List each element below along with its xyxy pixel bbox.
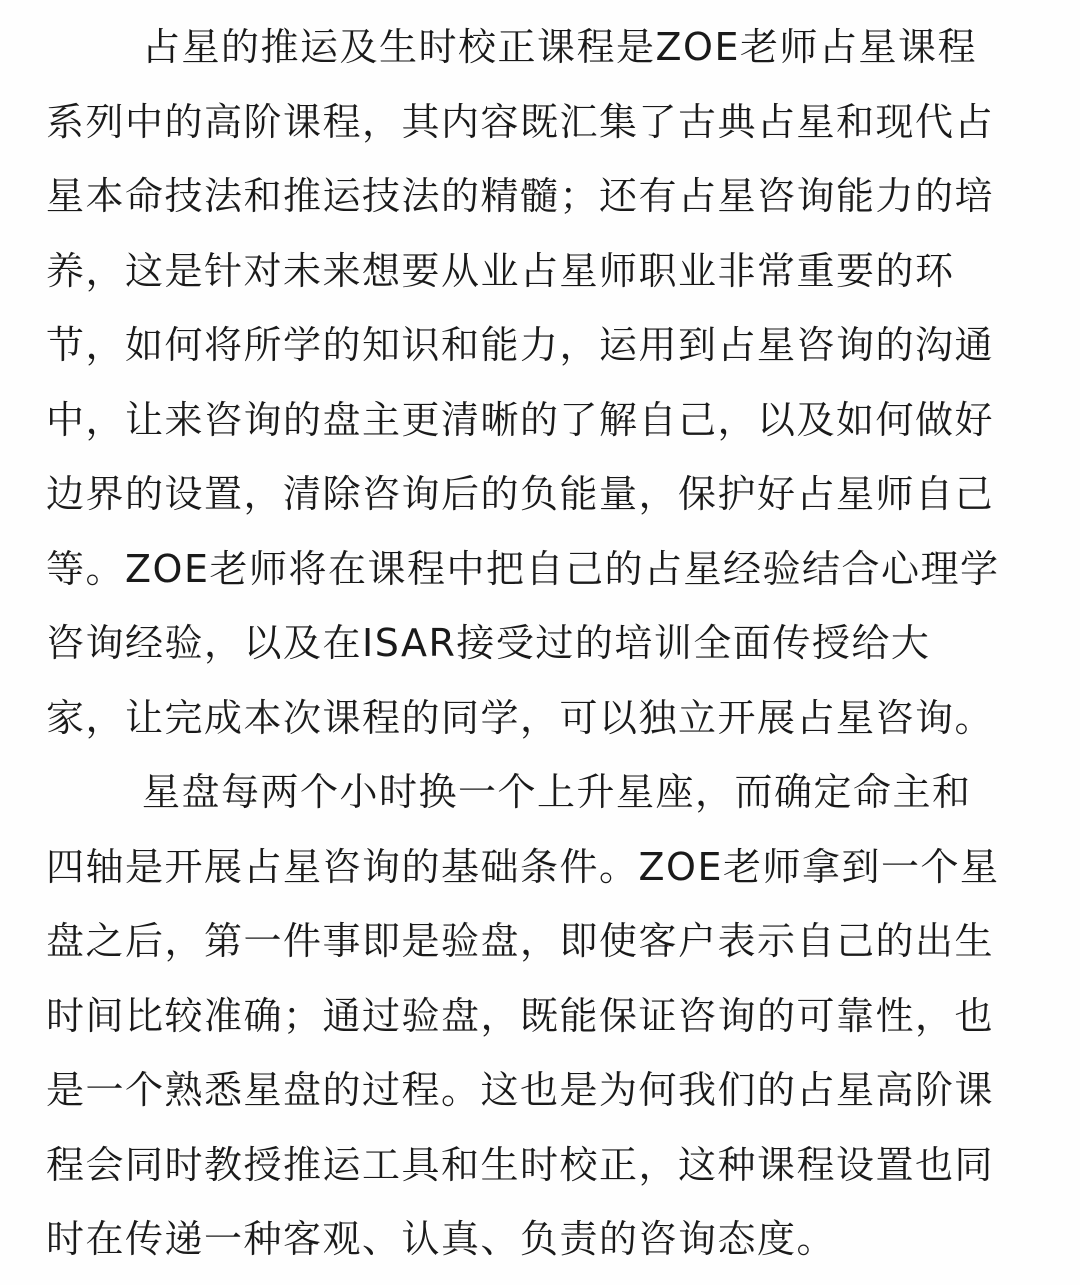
paragraph-2 <box>46 755 1046 1277</box>
paragraph-line: 边界的设置，清除咨询后的负能量，保护好占星师自己 <box>46 472 995 516</box>
paragraph-line: 占星的推运及生时校正课程是ZOE老师占星课程 <box>142 25 977 69</box>
paragraph-1 <box>46 10 1046 755</box>
document-body <box>46 10 1046 1277</box>
paragraph-line: 节，如何将所学的知识和能力，运用到占星咨询的沟通 <box>46 323 995 367</box>
paragraph-line: 等。ZOE老师将在课程中把自己的占星经验结合心理学 <box>46 546 1000 591</box>
paragraph-line: 时在传递一种客观、认真、负责的咨询态度。 <box>46 1217 837 1261</box>
paragraph-line: 星盘每两个小时换一个上升星座，而确定命主和 <box>142 770 972 814</box>
paragraph-line: 养，这是针对未来想要从业占星师职业非常重要的环 <box>46 248 955 293</box>
paragraph-line: 盘之后，第一件事即是验盘，即使客户表示自己的出生 <box>46 919 995 963</box>
paragraph-line: 系列中的高阶课程，其内容既汇集了古典占星和现代占 <box>46 99 995 144</box>
paragraph-line: 中，让来咨询的盘主更清晰的了解自己，以及如何做好 <box>46 397 995 442</box>
paragraph-line: 时间比较准确；通过验盘，既能保证咨询的可靠性，也 <box>46 993 995 1038</box>
paragraph-line: 家，让完成本次课程的同学，可以独立开展占星咨询。 <box>46 695 995 740</box>
paragraph-line: 程会同时教授推运工具和生时校正，这种课程设置也同 <box>46 1142 995 1187</box>
paragraph-line: 星本命技法和推运技法的精髓；还有占星咨询能力的培 <box>46 174 995 218</box>
paragraph-line: 四轴是开展占星咨询的基础条件。ZOE老师拿到一个星 <box>46 844 1000 889</box>
paragraph-line: 咨询经验，以及在ISAR接受过的培训全面传授给大 <box>46 621 931 665</box>
paragraph-line: 是一个熟悉星盘的过程。这也是为何我们的占星高阶课 <box>46 1068 995 1112</box>
